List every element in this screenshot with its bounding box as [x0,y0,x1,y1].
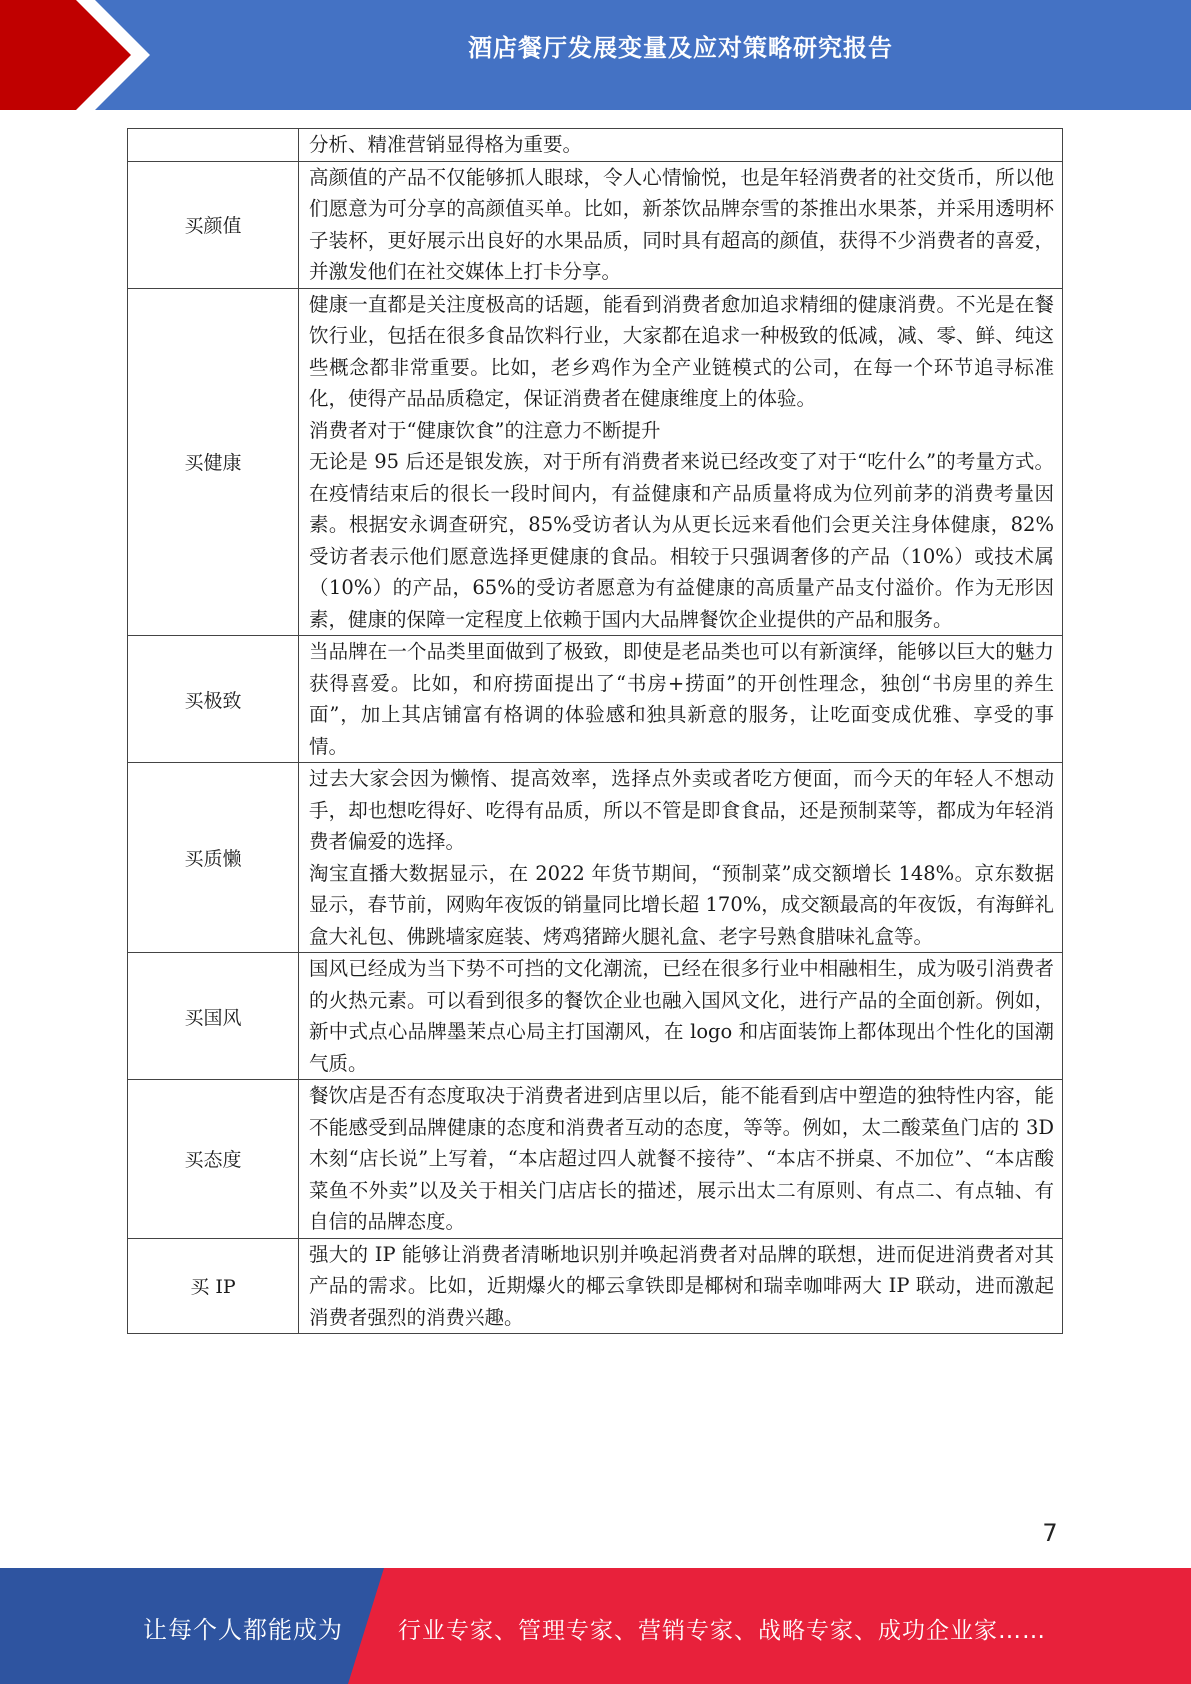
table-row [128,129,1063,162]
row-category: 买健康 [128,288,299,636]
row-description [299,129,1063,162]
row-description [299,288,1063,636]
description-paragraph: 消费者对于“健康饮食”的注意力不断提升 [309,418,661,442]
description-paragraph: 淘宝直播大数据显示，在 2022 年货节期间，“预制菜”成交额增长 148%。京东数据显示，春节前，网购年夜饭的销量同比增长超 170%，成交额最高的年夜饭，有海鲜礼盒大礼包、佛跳墙家庭装、烤鸡猪蹄火腿礼盒、老字号熟食腊味礼盒等。 [309,861,1054,948]
row-category: 买颜值 [128,161,299,288]
row-category: 买 IP [128,1238,299,1334]
row-category: 买国风 [128,953,299,1080]
table-row [128,763,1063,953]
row-description [299,1080,1063,1239]
page-number: 7 [1042,1519,1058,1547]
row-description [299,161,1063,288]
content-table [127,128,1063,1334]
description-paragraph: 无论是 95 后还是银发族，对于所有消费者来说已经改变了对于“吃什么”的考量方式。在疫情结束后的很长一段时间内，有益健康和产品质量将成为位列前茅的消费考量因素。根据安永调查研究，85%受访者认为从更长远来看他们会更关注身体健康，82%受访者表示他们愿意选择更健康的食品。相较于只强调奢侈的产品（10%）或技术属（10%）的产品，65%的受访者愿意为有益健康的高质量产品支付溢价。作为无形因素，健康的保障一定程度上依赖于国内大品牌餐饮企业提供的产品和服务。 [309,450,1054,631]
row-description [299,953,1063,1080]
description-paragraph: 分析、精准营销显得格为重要。 [309,133,583,156]
description-paragraph: 当品牌在一个品类里面做到了极致，即使是老品类也可以有新演绎，能够以巨大的魅力获得喜爱。比如，和府捞面提出了“书房+捞面”的开创性理念，独创“书房里的养生面”，加上其店铺富有格调的体验感和独具新意的服务，让吃面变成优雅、享受的事情。 [309,640,1054,758]
table-row [128,288,1063,636]
footer-slogan-left: 让每个人都能成为 [143,1616,343,1644]
row-description [299,763,1063,953]
header-chevron-decoration [0,0,160,110]
row-category: 买极致 [128,636,299,763]
header-title: 酒店餐厅发展变量及应对策略研究报告 [468,34,893,62]
page-header [0,0,1191,110]
footer-slogan-right: 行业专家、管理专家、营销专家、战略专家、成功企业家…… [398,1618,1046,1644]
table-row [128,953,1063,1080]
row-category: 买态度 [128,1080,299,1239]
table-row [128,1080,1063,1239]
row-description [299,1238,1063,1334]
description-paragraph: 国风已经成为当下势不可挡的文化潮流，已经在很多行业中相融相生，成为吸引消费者的火热元素。可以看到很多的餐饮企业也融入国风文化，进行产品的全面创新。例如，新中式点心品牌墨茉点心局主打国潮风，在 logo 和店面装饰上都体现出个性化的国潮气质。 [309,957,1054,1075]
description-paragraph: 健康一直都是关注度极高的话题，能看到消费者愈加追求精细的健康消费。不光是在餐饮行业，包括在很多食品饮料行业，大家都在追求一种极致的低减，减、零、鲜、纯这些概念都非常重要。比如，老乡鸡作为全产业链模式的公司，在每一个环节追寻标准化，使得产品品质稳定，保证消费者在健康维度上的体验。 [309,292,1054,410]
description-paragraph: 强大的 IP 能够让消费者清晰地识别并唤起消费者对品牌的联想，进而促进消费者对其产品的需求。比如，近期爆火的椰云拿铁即是椰树和瑞幸咖啡两大 IP 联动，进而激起消费者强烈的消费兴趣。 [309,1242,1054,1329]
description-paragraph: 餐饮店是否有态度取决于消费者进到店里以后，能不能看到店中塑造的独特性内容，能不能感受到品牌健康的态度和消费者互动的态度，等等。例如，太二酸菜鱼门店的 3D 木刻“店长说”上写着，“本店超过四人就餐不接待”、“本店不拼桌、不加位”、“本店酸菜鱼不外卖”以及关于相关门店店长的描述，展示出太二有原则、有点二、有点轴、有自信的品牌态度。 [309,1084,1054,1233]
table-row [128,161,1063,288]
table-row [128,1238,1063,1334]
page-footer [0,1568,1191,1684]
description-paragraph: 高颜值的产品不仅能够抓人眼球，令人心情愉悦，也是年轻消费者的社交货币，所以他们愿意为可分享的高颜值买单。比如，新茶饮品牌奈雪的茶推出水果茶，并采用透明杯子装杯，更好展示出良好的水果品质，同时具有超高的颜值，获得不少消费者的喜爱，并激发他们在社交媒体上打卡分享。 [309,165,1054,283]
table-row [128,636,1063,763]
description-paragraph: 过去大家会因为懒惰、提高效率，选择点外卖或者吃方便面，而今天的年轻人不想动手，却也想吃得好、吃得有品质，所以不管是即食食品，还是预制菜等，都成为年轻消费者偏爱的选择。 [309,767,1054,853]
row-category: 买质懒 [128,763,299,953]
row-category [128,129,299,162]
row-description [299,636,1063,763]
